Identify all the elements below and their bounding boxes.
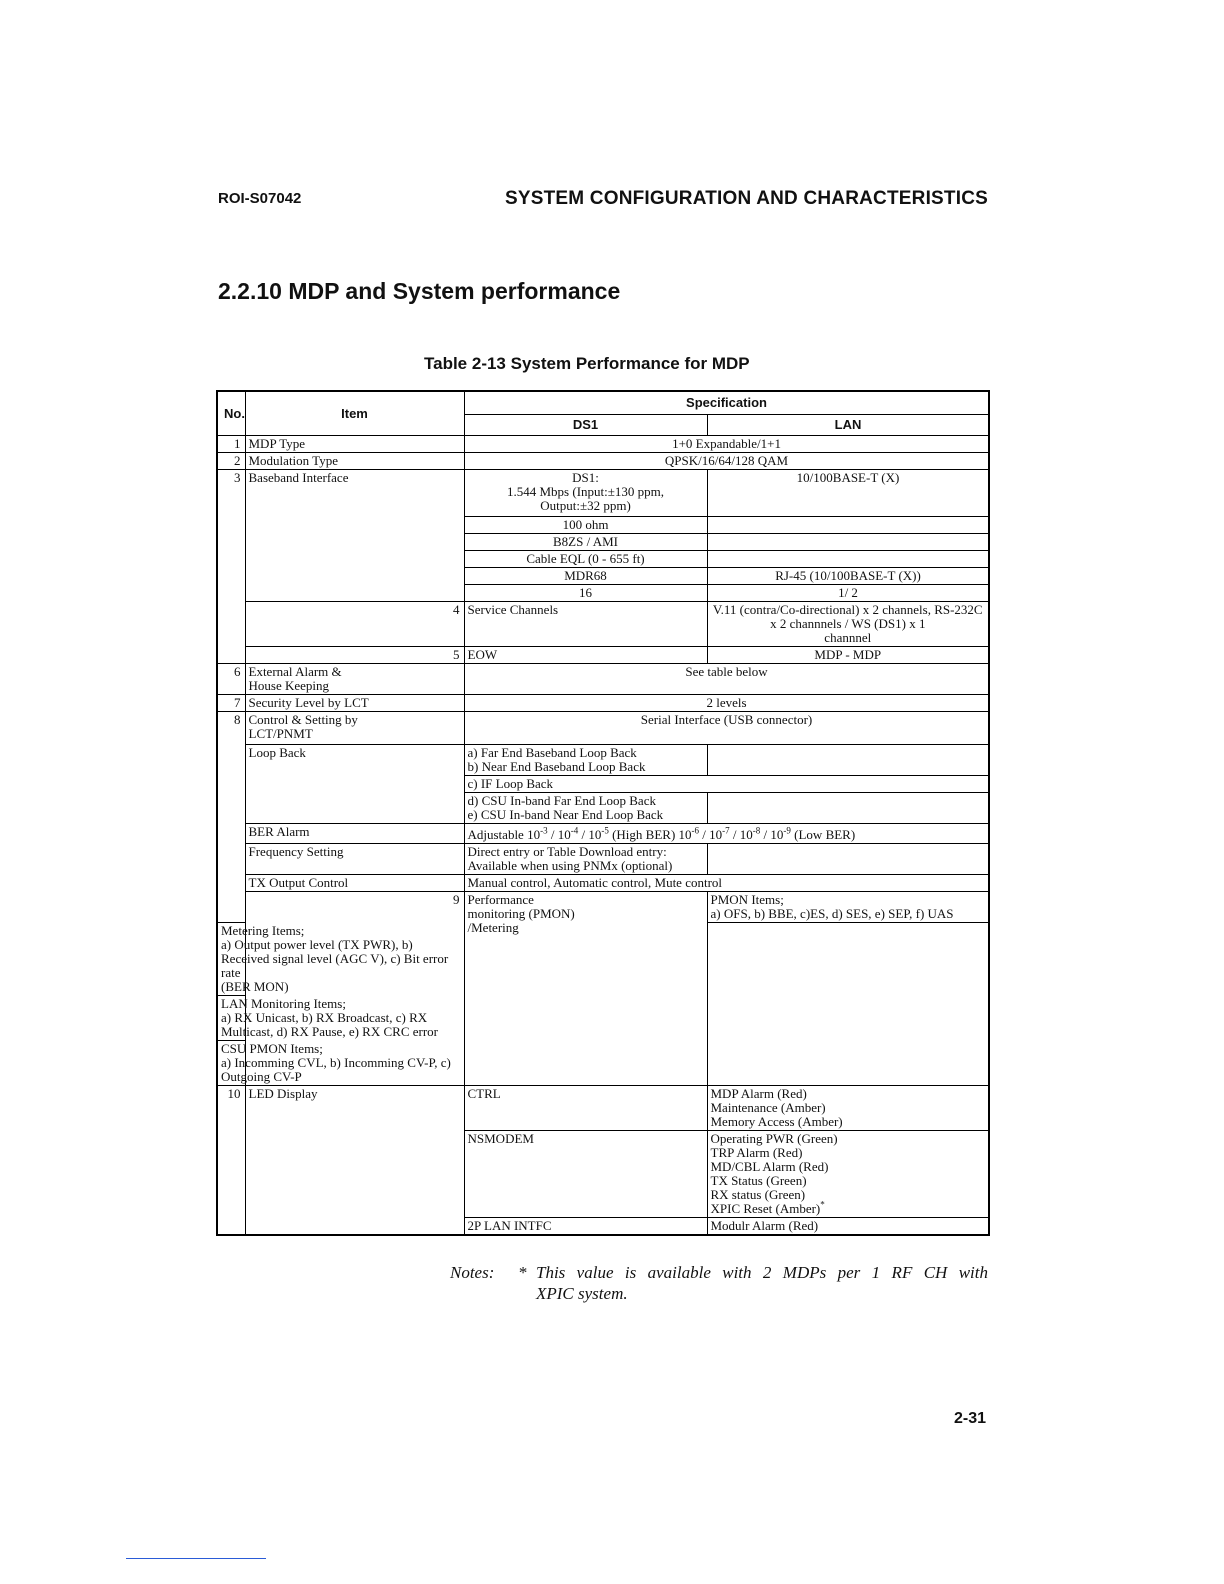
row-item: Baseband Interface (245, 470, 464, 602)
row-item: LED Display (245, 1086, 464, 1236)
frequency-setting-spec (464, 844, 707, 875)
pmon-title: PMON Items; (710, 892, 784, 907)
ber-exp: -7 (722, 825, 730, 836)
col-header-specification: Specification (464, 391, 989, 415)
notes-line2: XPIC system. (536, 1284, 628, 1303)
loop-back-if: c) IF Loop Back (464, 776, 989, 793)
channel-lan-cell: 1/ 2 (707, 585, 989, 602)
row-item: EOW (464, 647, 707, 664)
col-header-lan: LAN (707, 415, 989, 436)
empty-cell (707, 793, 989, 824)
led-list-ctrl (707, 1086, 989, 1131)
tx-output-spec: Manual control, Automatic control, Mute control (464, 875, 989, 892)
ber-text: / 10 (699, 827, 723, 842)
row-spec: See table below (464, 664, 989, 695)
row-number: 2 (217, 453, 245, 470)
empty-cell (707, 551, 989, 568)
col-header-item: Item (245, 391, 464, 436)
led-entry: Operating PWR (Green) (710, 1131, 838, 1146)
item-line2: LCT/PNMT (248, 726, 313, 741)
led-entry: TX Status (Green) (710, 1173, 807, 1188)
item-line1: External Alarm & (248, 664, 342, 679)
table-row (217, 892, 989, 923)
row-spec: 1+0 Expandable/1+1 (464, 436, 989, 453)
csu-pmon-items (217, 1041, 464, 1086)
item-line1: Performance (467, 892, 534, 907)
table-row (217, 824, 989, 844)
lan-monitoring-title: LAN Monitoring Items; (221, 996, 346, 1011)
frequency-setting-line1: Direct entry or Table Download entry: (467, 844, 667, 859)
led-entry: Memory Access (Amber) (710, 1114, 843, 1129)
ber-exp: -9 (783, 825, 791, 836)
row-number: 6 (217, 664, 245, 695)
table-row (217, 695, 989, 712)
metering-title: Metering Items; (221, 923, 305, 938)
table-row (217, 1086, 989, 1131)
notes-star: * (518, 1263, 527, 1282)
ds1-interface-label: DS1: (572, 470, 599, 485)
empty-cell (707, 534, 989, 551)
led-list-nsmodem (707, 1131, 989, 1218)
csu-pmon-list: a) Incomming CVL, b) Incomming CV-P, c) Outgoing CV-P (221, 1055, 451, 1084)
ber-text: / 10 (760, 827, 784, 842)
col-header-no: No. (217, 391, 245, 436)
pmon-list: a) OFS, b) BBE, c)ES, d) SES, e) SEP, f) UAS (710, 906, 954, 921)
chapter-title: SYSTEM CONFIGURATION AND CHARACTERISTICS (505, 188, 988, 209)
notes-line1: This value is available with 2 MDPs per 1 RF CH with (536, 1263, 988, 1282)
led-entry: MD/CBL Alarm (Red) (710, 1159, 829, 1174)
ber-exp: -5 (601, 825, 609, 836)
row-item: Modulation Type (245, 453, 464, 470)
metering-list: a) Output power level (TX PWR), b) Received signal level (AGC V), c) Bit error rate (221, 937, 449, 980)
led-entry-text: XPIC Reset (Amber) (710, 1201, 821, 1216)
led-group-ctrl: CTRL (464, 1086, 707, 1131)
lan-interface-cell: 10/100BASE-T (X) (707, 470, 989, 517)
row-spec: MDP - MDP (707, 647, 989, 664)
led-entry: MDP Alarm (Red) (710, 1086, 807, 1101)
loop-back-item: Loop Back (245, 745, 464, 824)
loop-back-csu-near: e) CSU In-band Near End Loop Back (467, 807, 664, 822)
notes-label: Notes: (450, 1263, 495, 1282)
ber-text: (High BER) 10 (608, 827, 692, 842)
row-number: 5 (245, 647, 464, 664)
service-channels-line1: V.11 (contra/Co-directional) x 2 channels, RS-232C x 2 channnels / WS (DS1) x 1 (712, 602, 983, 631)
ds1-interface-output: Output:±32 ppm) (540, 498, 631, 513)
col-header-ds1: DS1 (464, 415, 707, 436)
table-row (217, 712, 989, 745)
line-code-cell: B8ZS / AMI (464, 534, 707, 551)
loop-back-csu (464, 793, 707, 824)
row-number: 8 (217, 712, 245, 923)
metering-items (217, 923, 464, 996)
table-row (217, 745, 989, 776)
channel-ds1-cell: 16 (464, 585, 707, 602)
table-caption: Table 2-13 System Performance for MDP (424, 354, 750, 373)
connector-ds1-cell: MDR68 (464, 568, 707, 585)
row-item (245, 664, 464, 695)
led-group-nsmodem: NSMODEM (464, 1131, 707, 1218)
table-row (217, 602, 989, 647)
led-list-lan: Modulr Alarm (Red) (707, 1218, 989, 1236)
row-item: Service Channels (464, 602, 707, 647)
ds1-interface-cell (464, 470, 707, 517)
lan-monitoring-items (217, 996, 464, 1041)
row-spec (707, 602, 989, 647)
row-spec: QPSK/16/64/128 QAM (464, 453, 989, 470)
led-group-lan: 2P LAN INTFC (464, 1218, 707, 1236)
row-item (245, 712, 464, 745)
row-number: 9 (245, 892, 464, 1086)
item-line2: House Keeping (248, 678, 330, 693)
ber-exp: -6 (691, 825, 700, 836)
system-performance-table (216, 390, 990, 1236)
ber-exp: -4 (570, 825, 579, 836)
tx-output-item: TX Output Control (245, 875, 464, 892)
impedance-cell: 100 ohm (464, 517, 707, 534)
pmon-items (707, 892, 989, 923)
row-number: 4 (245, 602, 464, 647)
service-channels-line2: channnel (824, 630, 872, 645)
table-row (217, 470, 989, 517)
table-row (217, 647, 989, 664)
ber-text: / 10 (547, 827, 571, 842)
ber-text: Adjustable 10 (467, 827, 541, 842)
table-row (217, 875, 989, 892)
ber-alarm-item: BER Alarm (245, 824, 464, 844)
row-item: MDP Type (245, 436, 464, 453)
frequency-setting-item: Frequency Setting (245, 844, 464, 875)
row-spec: Serial Interface (USB connector) (464, 712, 989, 745)
led-entry: TRP Alarm (Red) (710, 1145, 803, 1160)
document-id: ROI-S07042 (218, 190, 302, 207)
ber-text: / 10 (578, 827, 602, 842)
row-spec: 2 levels (464, 695, 989, 712)
metering-list-cont: (BER MON) (221, 979, 289, 994)
ber-text: / 10 (729, 827, 753, 842)
empty-cell (707, 844, 989, 875)
table-row (217, 844, 989, 875)
row-number: 7 (217, 695, 245, 712)
row-number: 10 (217, 1086, 245, 1236)
led-entry: Maintenance (Amber) (710, 1100, 826, 1115)
connector-lan-cell: RJ-45 (10/100BASE-T (X)) (707, 568, 989, 585)
loop-back-far-end: a) Far End Baseband Loop Back (467, 745, 637, 760)
section-title: 2.2.10 MDP and System performance (218, 278, 621, 304)
table-row (217, 664, 989, 695)
ber-exp: -8 (752, 825, 761, 836)
ber-exp: -3 (540, 825, 548, 836)
frequency-setting-line2: Available when using PNMx (optional) (467, 858, 673, 873)
item-line3: /Metering (467, 920, 519, 935)
loop-back-near-end: b) Near End Baseband Loop Back (467, 759, 646, 774)
row-number: 1 (217, 436, 245, 453)
led-entry (710, 1199, 986, 1216)
cable-eql-cell: Cable EQL (0 - 655 ft) (464, 551, 707, 568)
csu-pmon-title: CSU PMON Items; (221, 1041, 323, 1056)
row-number: 3 (217, 470, 245, 664)
ber-text: (Low BER) (790, 827, 856, 842)
lan-monitoring-list: a) RX Unicast, b) RX Broadcast, c) RX Multicast, d) RX Pause, e) RX CRC error (221, 1010, 439, 1039)
ds1-interface-rate: 1.544 Mbps (Input:±130 ppm, (507, 484, 664, 499)
footnote-mark: * (820, 1199, 825, 1210)
empty-cell (707, 745, 989, 776)
table-header-row (217, 391, 989, 415)
footer-rule (126, 1558, 266, 1559)
page-number: 2-31 (953, 1410, 986, 1427)
item-line2: monitoring (PMON) (467, 906, 575, 921)
table-row (217, 436, 989, 453)
row-item (464, 892, 707, 1086)
item-line1: Control & Setting by (248, 712, 358, 727)
row-item: Security Level by LCT (245, 695, 464, 712)
empty-cell (707, 517, 989, 534)
table-row (217, 453, 989, 470)
loop-back-baseband (464, 745, 707, 776)
loop-back-csu-far: d) CSU In-band Far End Loop Back (467, 793, 656, 808)
led-entry: RX status (Green) (710, 1187, 806, 1202)
ber-alarm-spec (464, 824, 989, 844)
